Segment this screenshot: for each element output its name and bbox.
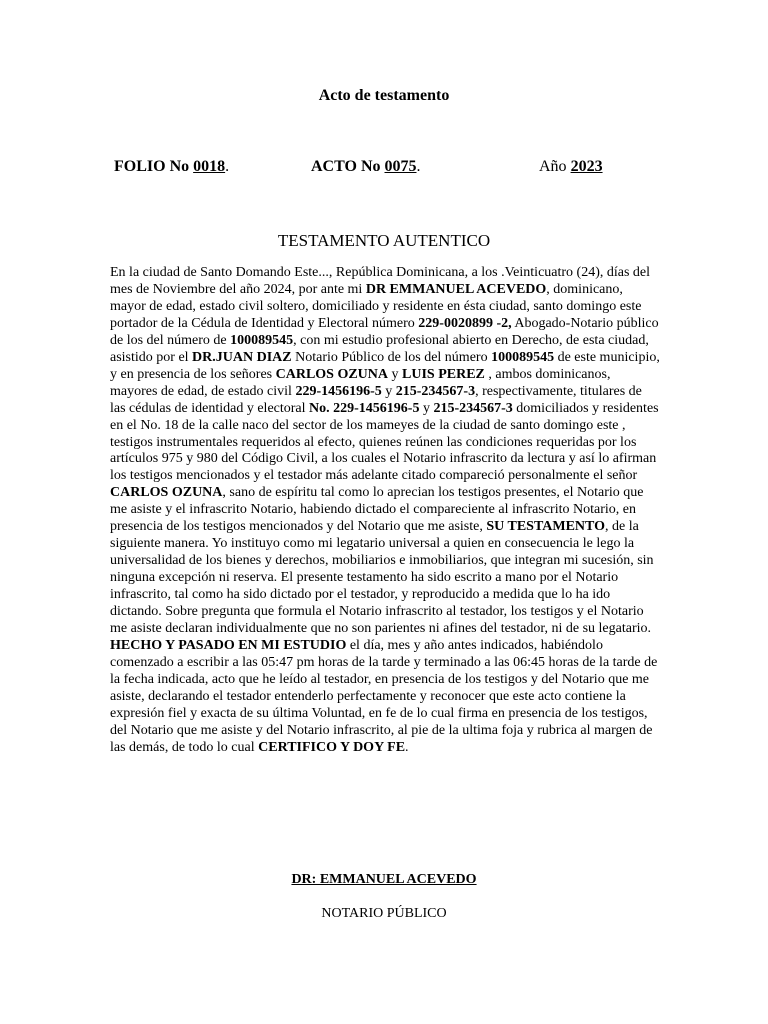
body-text: y: [419, 400, 434, 416]
testator-name: CARLOS OZUNA: [110, 485, 223, 501]
notary-cedula: 229-0020899 -2,: [418, 315, 512, 331]
body-text: En la ciudad de Santo Domando Este..., República Dominicana, a los .Veinticuatro (24), días del mes de Noviembre del año 2024, por ante mi: [110, 265, 651, 297]
body-text: domiciliados y residentes en el No. 18 de la calle naco del sector de los mameyes de la ciudad de santo domingo este , testigos instrumentales requeridos al efecto, quienes reúnen las condiciones requeridas por los artículos 975 y 980 del Código Civil, a los cuales el Notario infrascrito da lectura y así lo afirman los testigos mencionados y el testador más adelante citado compareció personalmente el señor: [110, 400, 659, 484]
witness-2-name: LUIS PEREZ: [402, 366, 485, 382]
anio-value: 2023: [570, 158, 603, 175]
assistant-notary-name: DR.JUAN DIAZ: [192, 349, 292, 365]
body-text: de este municipio, y en presencia de los señores: [110, 349, 660, 382]
acto-number: 0075: [384, 158, 417, 175]
body-text: , dominicano, mayor de edad, estado civil soltero, domiciliado y residente en ésta ciudad, santo domingo este portador de la Cédula de Identidad y Electoral número: [110, 281, 642, 331]
folio-label: FOLIO No: [114, 158, 194, 175]
body-text: , respectivamente, titulares de las cédulas de identidad y electoral: [110, 383, 642, 416]
acto-field: [311, 156, 421, 178]
body-text: Notario Público de los del número: [291, 349, 492, 365]
document-title: Acto de testamento: [318, 87, 450, 104]
witness-1-id: 229-1456196-5: [295, 383, 382, 399]
testament-body: [110, 265, 660, 757]
anio-label: Año: [539, 158, 571, 175]
body-text: y: [388, 366, 403, 382]
acto-label: ACTO No: [311, 158, 385, 175]
body-text: , ambos dominicanos, mayores de edad, de estado civil: [110, 366, 611, 399]
body-text: y: [381, 383, 396, 399]
body-text: el día, mes y año antes indicados, habiéndolo comenzado a escribir a las 05:47 pm horas de la tarde y terminado a las 06:45 horas de la tarde de la fecha indicada, acto que he leído al testador, en presencia de los testigos y del Notario que me asiste, declarando el testador entenderlo perfectamente y reconocer que este acto contiene la expresión fiel y exacta de su última Voluntad, en fe de lo cual firma en presencia de los testigos, del Notario que me asiste y del Notario infrascrito, al pie de la ultima foja y rubrica al margen de las demás, de todo lo cual: [110, 637, 658, 755]
certifico-phrase: CERTIFICO Y DOY FE: [258, 739, 406, 755]
folio-line: [0, 156, 768, 178]
section-title: TESTAMENTO AUTENTICO: [277, 231, 491, 250]
signature-role: NOTARIO PÚBLICO: [321, 906, 447, 921]
signature-name: DR: EMMANUEL ACEVEDO: [291, 872, 477, 887]
body-text: Abogado-Notario público de los del número de: [110, 315, 659, 348]
witness-1-cedula: No. 229-1456196-5: [309, 400, 420, 416]
acto-suffix: .: [416, 158, 421, 175]
witness-2-id: 215-234567-3: [395, 383, 476, 399]
folio-number: 0018: [193, 158, 226, 175]
folio-field: [114, 156, 229, 178]
body-text: , sano de espíritu tal como lo aprecian los testigos presentes, el Notario que me asiste y el infrascrito Notario, habiendo dictado el compareciente al infrascrito Notario, en presencia de los testigos mencionados y del Notario que me asiste,: [110, 485, 644, 535]
witness-2-cedula: 215-234567-3: [433, 400, 513, 416]
body-text: .: [405, 739, 409, 755]
hecho-phrase: HECHO Y PASADO EN MI ESTUDIO: [110, 637, 347, 653]
assistant-notary-number: 100089545: [491, 349, 555, 365]
folio-suffix: .: [225, 158, 230, 175]
witness-1-name: CARLOS OZUNA: [275, 366, 389, 382]
body-text: , con mi estudio profesional abierto en Derecho, de esta ciudad, asistido por el: [110, 332, 649, 365]
notary-number: 100089545: [230, 332, 294, 348]
body-text: , de la siguiente manera. Yo instituyo como mi legatario universal a quien en consecuencia le lego la universalidad de los bienes y derechos, mobiliarios e inmobiliarios, que integran mi sucesión, sin ninguna excepción ni reserva. El presente testamento ha sido escrito a mano por el Notario infrascrito, tal como ha sido dictado por el testador, y reproducido a medida que lo ha ido dictando. Sobre pregunta que formula el Notario infrascrito al testador, los testigos y el Notario me asiste declaran individualmente que no son parientes ni afines del testador, ni de su legatario.: [110, 519, 654, 637]
anio-field: [539, 156, 603, 178]
testament-phrase: SU TESTAMENTO: [486, 519, 606, 535]
notary-name: DR EMMANUEL ACEVEDO: [365, 281, 547, 297]
